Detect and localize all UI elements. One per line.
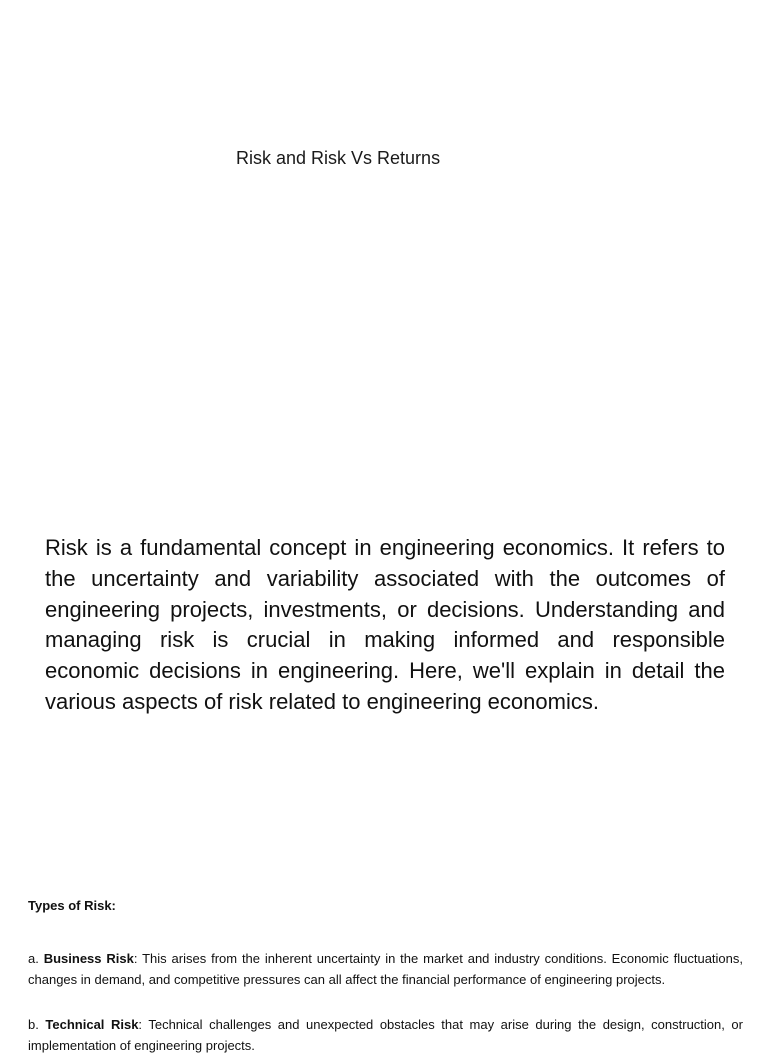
risk-item-prefix: a. <box>28 951 44 966</box>
document-title: Risk and Risk Vs Returns <box>236 148 441 168</box>
risk-item-prefix: b. <box>28 1017 46 1032</box>
intro-paragraph: Risk is a fundamental concept in engineering economics. It refers to the uncertainty and variability associated with the outcomes of engineering projects, investments, or decisions. Understanding and managing risk is crucial in making informed and responsible economic decisions in engineering. Here, we'll explain in detail the various aspects of risk related to engineering economics. <box>45 535 725 714</box>
risk-item-business <box>28 948 743 990</box>
risk-item-description: : Technical challenges and unexpected obstacles that may arise during the design, construction, or implementation of engineering projects. <box>28 1017 743 1053</box>
risk-item-description: : This arises from the inherent uncertainty in the market and industry conditions. Economic fluctuations, changes in demand, and competitive pressures can all affect the financial performance of engineering projects. <box>28 951 743 987</box>
risk-item-name: Technical Risk <box>45 1017 139 1032</box>
types-of-risk-heading: Types of Risk: <box>28 898 116 913</box>
risk-item-technical <box>28 1014 743 1056</box>
risk-item-name: Business Risk <box>43 951 134 966</box>
